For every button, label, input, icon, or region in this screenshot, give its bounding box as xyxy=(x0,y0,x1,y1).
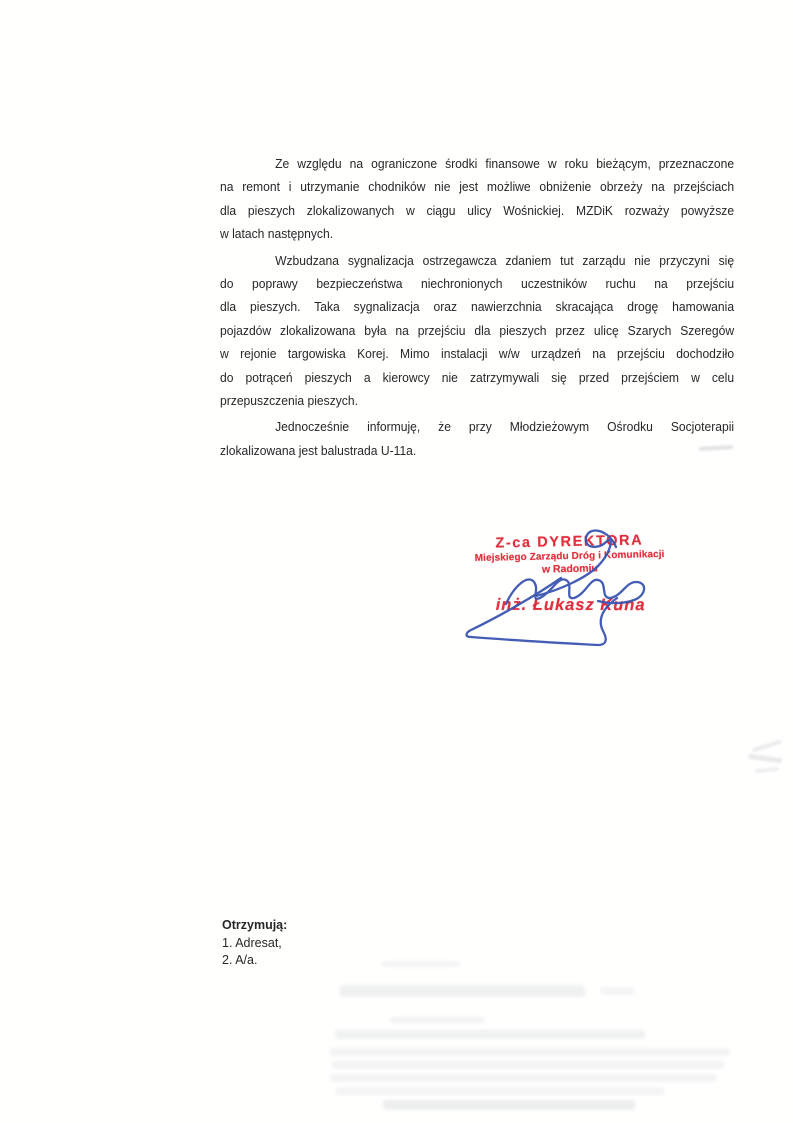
distribution-item: 1. Adresat, xyxy=(222,935,282,950)
scan-artifact xyxy=(755,767,779,773)
stamp-signer-name: inż. Łukasz Kuna xyxy=(495,595,646,615)
body-line: zlokalizowana jest balustrada U-11a. xyxy=(220,442,417,458)
bleed-through-artifact xyxy=(340,985,585,997)
body-line: Jednocześnie informuję, że przy Młodzieżowym Ośrodku Socjoterapii xyxy=(275,419,735,435)
bleed-through-artifact xyxy=(332,1061,724,1069)
distribution-list xyxy=(222,917,287,970)
stamp-location: w Radomiu xyxy=(541,562,599,576)
bleed-through-artifact xyxy=(382,961,460,967)
stamp-organization: Miejskiego Zarządu Dróg i Komunikacji xyxy=(474,549,665,564)
bleed-through-artifact xyxy=(330,1074,716,1082)
body-line: przepuszczenia pieszych. xyxy=(220,393,358,409)
body-line: do poprawy bezpieczeństwa niechronionych uczestników ruchu na przejściu xyxy=(220,276,735,292)
body-line: Ze względu na ograniczone środki finansowe w roku bieżącym, przeznaczone xyxy=(275,156,735,171)
distribution-heading: Otrzymują: xyxy=(222,918,288,932)
bleed-through-artifact xyxy=(383,1100,635,1110)
signature-ink xyxy=(440,520,670,655)
body-line: Wzbudzana sygnalizacja ostrzegawcza zdaniem tut zarządu nie przyczyni się xyxy=(275,252,735,268)
letter-body xyxy=(220,152,734,465)
stamp-title: Z-ca DYREKTORA xyxy=(495,532,644,552)
body-line: do potrąceń pieszych a kierowcy nie zatrzymywali się przed przejściem w celu xyxy=(220,369,735,385)
signature-triangle-flourish xyxy=(467,578,618,645)
paragraph-1 xyxy=(220,152,734,246)
bleed-through-artifact xyxy=(335,1030,645,1039)
paragraph-3 xyxy=(220,415,734,462)
body-line: w latach następnych. xyxy=(220,226,334,242)
body-line: w rejonie targowiska Korej. Mimo instalacji w/w urządzeń na przejściu dochodziło xyxy=(220,346,735,362)
scan-artifact xyxy=(748,754,782,764)
body-line: pojazdów zlokalizowana była na przejściu dla pieszych przez ulicę Szarych Szeregów xyxy=(220,322,735,338)
bleed-through-artifact xyxy=(600,987,635,995)
bleed-through-artifact xyxy=(335,1087,665,1095)
body-line: dla pieszych. Taka sygnalizacja oraz nawierzchnia skracająca drogę hamowania xyxy=(220,299,735,315)
scan-artifact xyxy=(752,739,782,752)
bleed-through-artifact xyxy=(390,1017,485,1023)
paragraph-2 xyxy=(220,249,734,413)
body-line: na remont i utrzymanie chodników nie jest możliwe obniżenie obrzeży na przejściach xyxy=(220,179,735,195)
body-line: dla pieszych zlokalizowanych w ciągu ulicy Wośnickiej. MZDiK rozważy powyższe xyxy=(220,202,735,218)
bleed-through-artifact xyxy=(330,1048,730,1056)
distribution-item: 2. A/a. xyxy=(222,953,258,967)
